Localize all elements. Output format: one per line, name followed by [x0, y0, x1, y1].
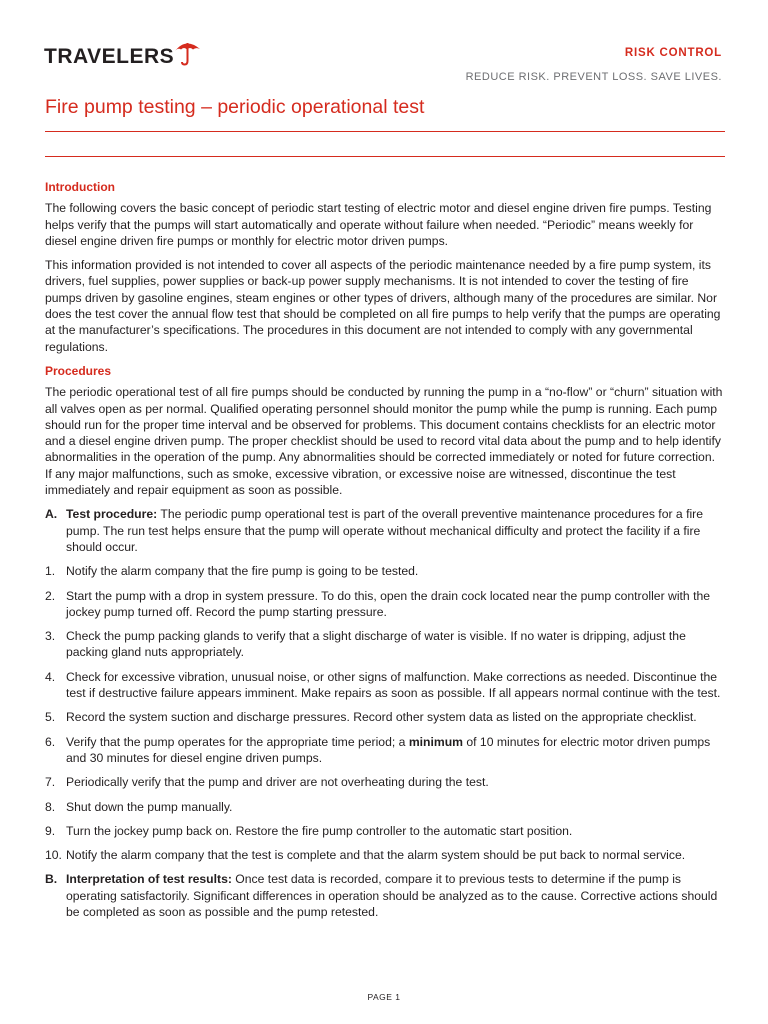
- umbrella-icon: [172, 38, 202, 66]
- list-marker: 3.: [45, 629, 56, 644]
- list-item-text: Periodically verify that the pump and driver are not overheating during the test.: [66, 775, 489, 790]
- list-item: [45, 799, 725, 815]
- list-item: [45, 847, 725, 863]
- list-item-text: Start the pump with a drop in system pressure. To do this, open the drain cock located near the pump controller with the jockey pump turned off. Record the pump starting pressure.: [66, 588, 711, 619]
- list-marker: 10.: [45, 848, 62, 863]
- list-item-text: Shut down the pump manually.: [66, 799, 233, 814]
- list-item-text: Turn the jockey pump back on. Restore the fire pump controller to the automatic start position.: [66, 823, 573, 838]
- test-procedure-text: The periodic pump operational test is part of the overall preventive maintenance procedures for a fire pump. The run test helps ensure that the pump will operate without mechanical difficulty and protect the facility if a fire should occur.: [66, 507, 704, 554]
- list-marker: 6.: [45, 734, 56, 749]
- list-item: [45, 774, 725, 790]
- list-marker: A.: [45, 507, 58, 522]
- page-title: Fire pump testing – periodic operational test: [45, 96, 425, 118]
- list-item: [45, 734, 725, 767]
- list-marker: 4.: [45, 669, 56, 684]
- list-item-text: Verify that the pump operates for the appropriate time period; a minimum of 10 minutes for electric motor driven pumps and 30 minutes for diesel engine driven pumps.: [66, 734, 711, 765]
- list-marker: 2.: [45, 588, 56, 603]
- list-item-text: Record the system suction and discharge pressures. Record other system data as listed on the appropriate checklist.: [66, 710, 697, 725]
- list-marker: 9.: [45, 823, 56, 838]
- tagline: REDUCE RISK. PREVENT LOSS. SAVE LIVES.: [465, 71, 722, 83]
- list-marker: B.: [45, 872, 58, 887]
- procedures-heading: Procedures: [45, 363, 112, 378]
- document-body: [45, 179, 725, 928]
- title-divider-bottom: [45, 156, 725, 157]
- page-number: PAGE 1: [367, 992, 401, 1002]
- test-procedure-item: [45, 506, 725, 555]
- list-item-text: Notify the alarm company that the test is complete and that the alarm system should be put back to normal service.: [66, 848, 686, 863]
- title-divider-top: [45, 131, 725, 132]
- introduction-paragraph-1: The following covers the basic concept of periodic start testing of electric motor and diesel engine driven fire pumps. Testing helps verify that the pumps will start automatically and operate without failure when needed. “Periodic” means weekly for diesel engine driven fire pumps or monthly for electric motor driven pumps.: [45, 201, 712, 248]
- list-marker: 8.: [45, 799, 56, 814]
- list-item-text: Check the pump packing glands to verify that a slight discharge of water is visible. If no water is dripping, adjust the packing gland nuts appropriately.: [66, 629, 686, 660]
- travelers-logo: [44, 38, 202, 67]
- list-item: [45, 588, 725, 621]
- interpretation-label: Interpretation of test results:: [66, 872, 232, 887]
- introduction-paragraph-2: This information provided is not intended to cover all aspects of the periodic maintenance needed by a fire pump system, its drivers, fuel supplies, power supplies or back-up power supply mechanisms. It is not intended to cover the testing of fire pumps driven by gasoline engines, steam engines or other types of drivers, although many of the procedures are similar. Nor does the test cover the annual flow test that should be completed on all fire pumps to help verify that the pumps are operating at the manufacturer’s specifications. The procedures in this document are not intended to comply with any governmental regulations.: [45, 258, 721, 354]
- interpretation-text: Once test data is recorded, compare it to previous tests to determine if the pump is operating satisfactorily. Significant differences in operation should be analyzed as to the cause. Corrective actions should be completed as soon as possible and the pump retested.: [66, 872, 718, 919]
- test-procedure-label: Test procedure:: [66, 507, 158, 522]
- list-marker: 7.: [45, 775, 56, 790]
- list-item: [45, 823, 725, 839]
- list-item: [45, 563, 725, 579]
- interpretation-item: [45, 871, 725, 920]
- list-item: [45, 669, 725, 702]
- list-item-text: Check for excessive vibration, unusual noise, or other signs of malfunction. Make corrections as needed. Discontinue the test if destructive failure appears imminent. Make repairs as soon as possible. If all appears normal continue with the test.: [66, 669, 721, 701]
- introduction-heading: Introduction: [45, 180, 115, 194]
- list-marker: 5.: [45, 710, 56, 725]
- minimum-emphasis: minimum: [408, 734, 463, 749]
- risk-control-label: RISK CONTROL: [624, 47, 722, 59]
- logo-text: TRAVELERS: [44, 45, 175, 68]
- list-item-text: Notify the alarm company that the fire pump is going to be tested.: [66, 564, 419, 579]
- list-marker: 1.: [45, 564, 56, 579]
- procedures-paragraph: The periodic operational test of all fire pumps should be conducted by running the pump in a “no-flow” or “churn” situation with all valves open as per normal. Qualified operating personnel should monitor the pump while the pump is running. Each pump should run for the proper time interval and be observed for problems. This document contains checklists for an electric motor and a diesel engine driven pump. The proper checklist should be used to record vital data about the pump and to help identify abnormalities in the operation of the pump. Any abnormalities should be corrected immediately or noted for future correction. If any major malfunctions, such as smoke, excessive vibration, or excessive noise are witnessed, discontinue the test immediately and repair equipment as soon as possible.: [45, 385, 723, 498]
- list-item: [45, 628, 725, 661]
- list-item: [45, 709, 725, 725]
